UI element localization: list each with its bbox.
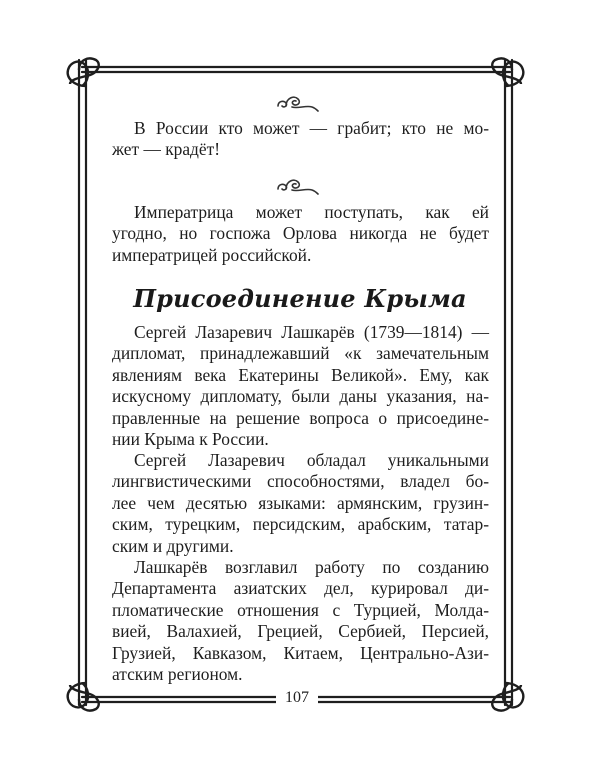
quote-line: жет — крадёт! bbox=[112, 139, 221, 160]
text-line: ским и другими. bbox=[112, 535, 234, 556]
quote-line: В России кто может — грабит; кто не мо- bbox=[134, 118, 489, 138]
text-line: нии Крыма к России. bbox=[112, 429, 269, 450]
text-line: Грузией, Кавказом, Китаем, Центрально-Ази- bbox=[112, 642, 489, 663]
swirl-ornament-icon bbox=[276, 175, 320, 195]
text-line: явлениям века Екатерины Великой». Ему, как bbox=[112, 364, 489, 385]
quote-paragraph bbox=[112, 118, 489, 161]
text-line: искусному дипломату, были даны указания, на- bbox=[112, 386, 489, 407]
body-paragraph bbox=[112, 557, 489, 685]
text-line: ским, турецким, персидским, арабским, татар- bbox=[112, 514, 489, 535]
section-heading: Присоединение Крыма bbox=[133, 284, 467, 313]
quote-line: угодно, но госпожа Орлова никогда не будет bbox=[112, 223, 489, 244]
text-line: пломатические отношения с Турцией, Молда- bbox=[112, 599, 489, 620]
text-line: правленные на решение вопроса о присоедине- bbox=[112, 407, 489, 428]
text-line: Департамента азиатских дел, курировал ди- bbox=[112, 578, 489, 599]
text-line: атским регионом. bbox=[112, 664, 243, 685]
quote-paragraph bbox=[112, 202, 489, 266]
quote-line: императрицей российской. bbox=[112, 244, 312, 265]
text-line: вией, Валахией, Грецией, Сербией, Персией, bbox=[112, 621, 489, 642]
body-paragraph bbox=[112, 322, 489, 450]
text-line: лингвистическими способностями, владел бо- bbox=[112, 471, 489, 492]
body-paragraph bbox=[112, 450, 489, 557]
text-line: лее чем десятью языками: армянским, грузин- bbox=[112, 492, 489, 513]
text-line: Лашкарёв возглавил работу по созданию bbox=[134, 557, 489, 577]
quote-line: Императрица может поступать, как ей bbox=[134, 202, 489, 222]
text-line: дипломат, принадлежавший «к замечательным bbox=[112, 343, 489, 364]
swirl-ornament-icon bbox=[276, 92, 320, 112]
page-number: 107 bbox=[276, 688, 318, 708]
text-line: Сергей Лазаревич Лашкарёв (1739—1814) — bbox=[134, 322, 489, 342]
text-line: Сергей Лазаревич обладал уникальными bbox=[134, 450, 489, 470]
